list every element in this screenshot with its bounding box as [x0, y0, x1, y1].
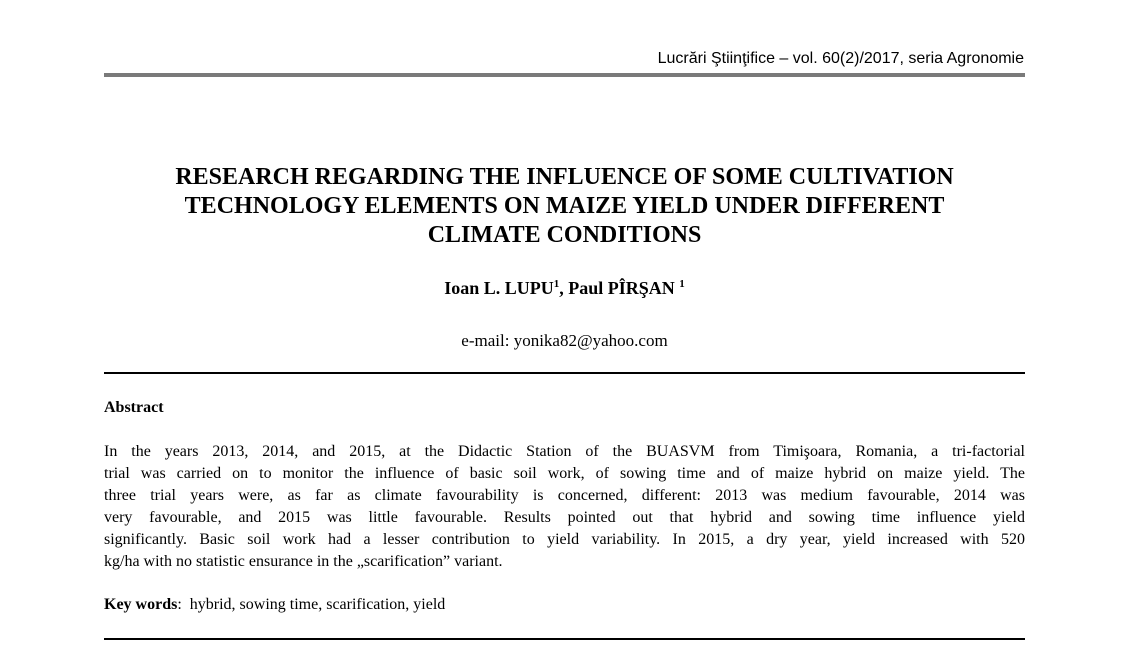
author-list — [104, 278, 1025, 299]
keywords-label: Key words — [104, 596, 178, 613]
abstract-heading: Abstract — [104, 399, 164, 416]
paper-title — [104, 163, 1025, 250]
author-affiliation: 1 — [679, 278, 685, 290]
keywords-value: hybrid, sowing time, scarification, yield — [189, 596, 446, 613]
abstract-line: trial was carried on to monitor the influence of basic soil work, of sowing time and of maize hybrid on maize yield. The — [104, 465, 1025, 482]
abstract-line: significantly. Basic soil work had a lesser contribution to yield variability. In 2015, a dry year, yield increased with 520 — [104, 531, 1025, 548]
title-line: TECHNOLOGY ELEMENTS ON MAIZE YIELD UNDER DIFFERENT — [184, 193, 945, 219]
abstract-line: three trial years were, as far as climate favourability is concerned, different: 2013 was medium favourable, 2014 was — [104, 487, 1025, 504]
title-line: RESEARCH REGARDING THE INFLUENCE OF SOME CULTIVATION — [175, 164, 954, 190]
header-rule — [104, 73, 1025, 77]
author-separator: , — [559, 278, 569, 298]
author-affiliation: 1 — [553, 278, 560, 290]
author-name: Paul PÎRŞAN — [568, 278, 675, 298]
abstract-line: very favourable, and 2015 was little favourable. Results pointed out that hybrid and sowing time influence yield — [104, 509, 1025, 526]
abstract-line: kg/ha with no statistic ensurance in the „scarification” variant. — [104, 553, 503, 570]
author-name: Ioan L. LUPU — [444, 278, 554, 298]
keywords — [104, 596, 445, 614]
journal-header: Lucrări Ştiinţifice – vol. 60(2)/2017, seria Agronomie — [657, 50, 1024, 67]
author-email: e-mail: yonika82@yahoo.com — [461, 331, 668, 350]
abstract-line: In the years 2013, 2014, and 2015, at the Didactic Station of the BUASVM from Timişoara, Romania, a tri-factorial — [104, 443, 1025, 460]
keywords-separator: : — [177, 596, 190, 613]
section-divider — [104, 372, 1025, 374]
abstract-body — [104, 441, 1025, 573]
title-line: CLIMATE CONDITIONS — [427, 222, 702, 248]
section-divider — [104, 638, 1025, 640]
